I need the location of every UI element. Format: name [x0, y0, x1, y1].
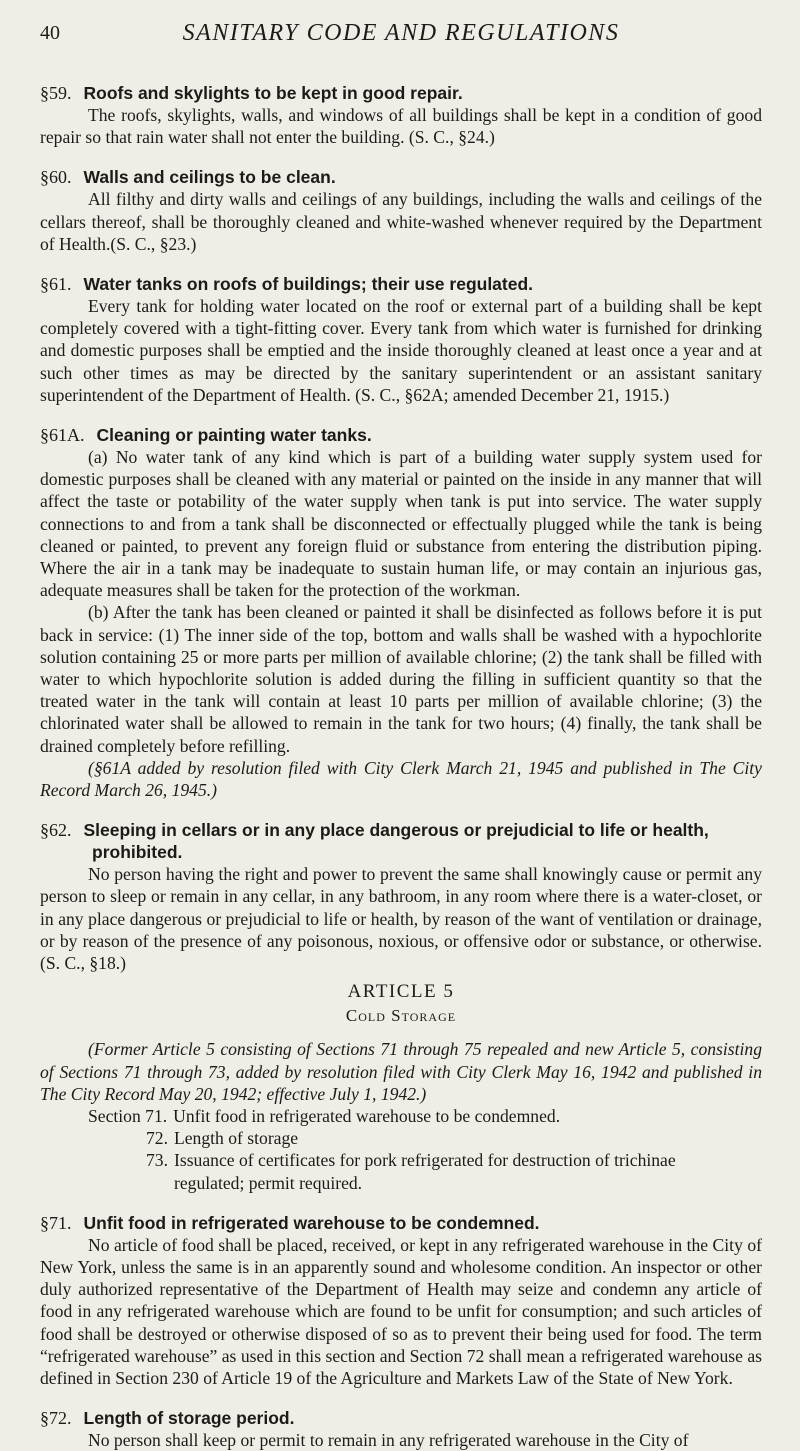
section-60: [40, 166, 762, 255]
contents-row: [88, 1127, 762, 1149]
contents-row: [88, 1105, 762, 1127]
page-number: 40: [40, 22, 60, 44]
section-title: Cleaning or painting water tanks.: [96, 425, 372, 446]
section-71: [40, 1212, 762, 1389]
section-title: Water tanks on roofs of buildings; their use regulated.: [83, 274, 534, 295]
section-number: §71.: [40, 1212, 72, 1233]
section-heading: [40, 273, 762, 295]
section-61: [40, 273, 762, 406]
running-title: SANITARY CODE AND REGULATIONS: [182, 20, 620, 46]
section-title: Length of storage period.: [83, 1408, 295, 1429]
section-paragraph: The roofs, skylights, walls, and windows of all buildings shall be kept in a condition of good repair so that rain water shall not enter the building. (S. C., §24.): [40, 105, 762, 148]
section-paragraph: No person shall keep or permit to remain in any refrigerated warehouse in the City of: [88, 1430, 689, 1451]
amendment-note: (§61A added by resolution filed with City Clerk March 21, 1945 and published in The City Record March 26, 1945.): [40, 757, 762, 801]
article-contents: [88, 1105, 762, 1194]
section-heading: [40, 1407, 762, 1429]
article-title: ARTICLE 5: [347, 981, 455, 1003]
section-title-continued: prohibited.: [92, 842, 183, 863]
section-61a: [40, 424, 762, 801]
contents-row: [88, 1149, 762, 1171]
section-number: §61.: [40, 274, 72, 295]
section-59: [40, 82, 762, 148]
section-heading: [40, 166, 762, 188]
section-title: Sleeping in cellars or in any place dangerous or prejudicial to life or health,: [83, 820, 709, 841]
section-heading: [40, 82, 762, 104]
contents-label: 73.: [146, 1150, 168, 1171]
section-62: [40, 819, 762, 974]
section-number: §62.: [40, 820, 72, 841]
section-paragraph: All filthy and dirty walls and ceilings of any buildings, including the walls and ceilings of the cellars thereof, shall be thoroughly cleaned and white-washed whenever required by the Department of Health.(S. C., §23.): [40, 189, 762, 254]
section-number: §60.: [40, 167, 72, 188]
contents-text-continued: regulated; permit required.: [174, 1172, 363, 1193]
contents-label: 72.: [146, 1128, 168, 1149]
article-subtitle: Cold Storage: [345, 1006, 457, 1026]
section-heading: [40, 424, 762, 446]
section-number: §61A.: [40, 425, 85, 446]
section-heading: [40, 819, 762, 863]
section-number: §59.: [40, 83, 72, 103]
section-paragraph: (b) After the tank has been cleaned or painted it shall be disinfected as follows before it is put back in service: (1) The inner side of the top, bottom and walls shall be washed with a hypochlorite solution containing 25 or more parts per million of available chlorine; (2) the tank shall be filled with water to which hypochlorite solution is added during the filling in sufficient quantity so that the treated water in the tank will contain at least 10 parts per million of available chlorine; (3) the chlorinated water shall be allowed to remain in the tank for two hours; (4) finally, the tank shall be drained completely before refilling.: [40, 602, 762, 756]
section-paragraph: No article of food shall be placed, received, or kept in any refrigerated warehouse in the City of New York, unless the same is in an apparently sound and wholesome condition. An inspector or other duly authorized representative of the Department of Health may seize and condemn any article of food in any refrigerated warehouse which are found to be unfit for consumption; and such articles of food shall be destroyed or otherwise disposed of so as to prevent their being used for food. The term “refrigerated warehouse” as used in this section and Section 72 shall mean a refrigerated warehouse as defined in Section 230 of Article 19 of the Agriculture and Markets Law of the State of New York.: [40, 1234, 762, 1388]
section-paragraph: Every tank for holding water located on the roof or external part of a building shall be kept completely covered with a tight-fitting cover. Every tank from which water is furnished for drinking and domestic purposes shall be emptied and the inside thoroughly cleaned at least once a year and at such other times as may be directed by the sanitary superintendent or an assistant sanitary superintendent of the Department of Health. (S. C., §62A; amended December 21, 1915.): [40, 296, 762, 405]
section-title: Unfit food in refrigerated warehouse to be condemned.: [83, 1212, 540, 1233]
section-number: §72.: [40, 1408, 72, 1429]
section-title: Roofs and skylights to be kept in good repair.: [83, 83, 463, 103]
contents-label: Section 71.: [88, 1105, 168, 1126]
contents-text: Unfit food in refrigerated warehouse to be condemned.: [173, 1105, 561, 1126]
contents-text: Length of storage: [174, 1128, 299, 1149]
contents-text: Issuance of certificates for pork refrigerated for destruction of trichinae: [174, 1150, 676, 1171]
section-title: Walls and ceilings to be clean.: [83, 167, 336, 188]
section-heading: [40, 1212, 762, 1234]
section-paragraph: (a) No water tank of any kind which is part of a building water supply system used for domestic purposes shall be cleaned with any material or painted on the inside in any manner that will affect the taste or potability of the water supply when tank is put into service. The water supply connections to and from a tank shall be disconnected or effectually plugged while the tank is being cleaned or painted, to prevent any foreign fluid or substance from entering the distribution piping. Where the air in a tank may be inadequate to sustain human life, or may contain an injurious gas, adequate measures shall be taken for the protection of the workman.: [40, 447, 762, 601]
article-note: (Former Article 5 consisting of Sections 71 through 75 repealed and new Article 5, consisting of Sections 71 through 73, added by resolution filed with City Clerk May 16, 1942 and published in The City Record May 20, 1942; effective July 1, 1942.): [40, 1039, 762, 1104]
section-paragraph: No person having the right and power to prevent the same shall knowingly cause or permit any person to sleep or remain in any cellar, in any bathroom, in any room where there is a water-closet, or in any place dangerous or prejudicial to life or health, by reason of the want of ventilation or drainage, or by reason of the presence of any poisonous, noxious, or offensive odor or substance, or otherwise. (S. C., §18.): [40, 864, 762, 974]
section-72: [40, 1407, 762, 1451]
page-header: [40, 20, 762, 64]
